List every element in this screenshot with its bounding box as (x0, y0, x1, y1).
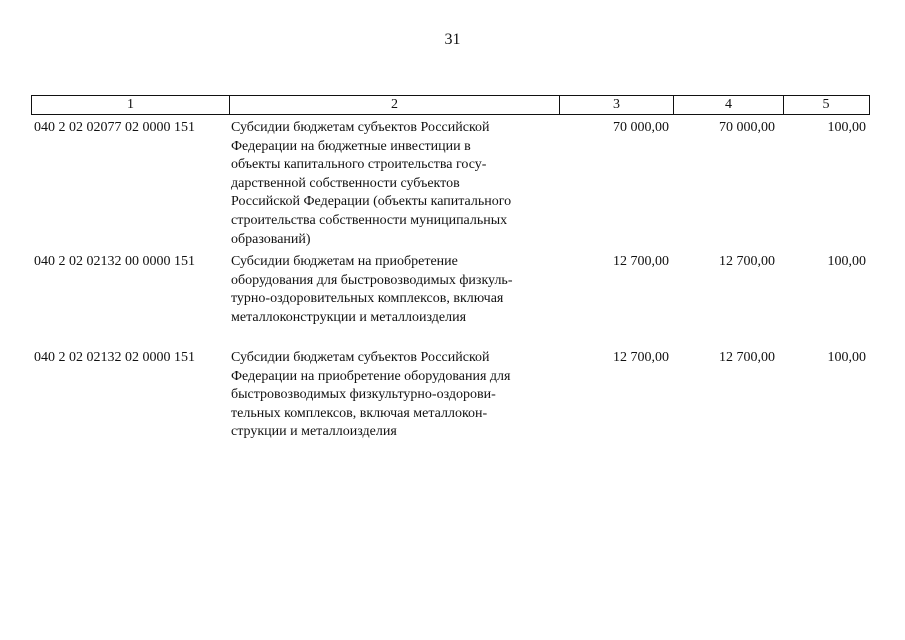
column-header-5: 5 (822, 97, 830, 112)
row-description (231, 349, 551, 442)
column-header-2: 2 (230, 96, 560, 114)
description-line: Субсидии бюджетам субъектов Российской (231, 350, 490, 365)
row-description (231, 253, 551, 327)
value-col5: 100,00 (827, 120, 866, 135)
budget-code: 040 2 02 02077 02 0000 151 (34, 120, 195, 135)
description-line: тельных комплексов, включая металлокон- (231, 405, 488, 421)
description-line: металлоконструкции и металлоизделия (231, 309, 467, 325)
value-col4: 70 000,00 (719, 120, 775, 135)
description-line: струкции и металлоизделия (231, 424, 397, 440)
description-line: Субсидии бюджетам на приобретение (231, 254, 458, 269)
description-line: объекты капитального строительства госу- (231, 157, 487, 173)
budget-code: 040 2 02 02132 00 0000 151 (34, 254, 195, 269)
value-col5: 100,00 (827, 350, 866, 365)
column-header-4: 4 (674, 96, 784, 114)
description-line: Субсидии бюджетам субъектов Российской (231, 120, 490, 135)
description-line: образований) (231, 231, 311, 247)
value-col3: 12 700,00 (613, 254, 669, 269)
value-col4: 12 700,00 (719, 350, 775, 365)
table-header (31, 95, 870, 115)
description-line: Российской Федерации (объекты капитального (231, 194, 512, 210)
description-line: Федерации на приобретение оборудования для (231, 368, 511, 384)
column-header-3: 3 (560, 96, 674, 114)
description-line: строительства собственности муниципальных (231, 212, 508, 228)
description-line: дарственной собственности субъектов (231, 175, 460, 191)
description-line: турно-оздоровительных комплексов, включая (231, 291, 504, 307)
value-col4: 12 700,00 (719, 254, 775, 269)
page-number: 31 (444, 31, 461, 48)
description-line: быстровозводимых физкультурно-оздорови- (231, 387, 496, 403)
column-header-1: 1 (32, 96, 230, 114)
value-col5: 100,00 (827, 254, 866, 269)
value-col3: 12 700,00 (613, 350, 669, 365)
row-description (231, 119, 551, 249)
description-line: Федерации на бюджетные инвестиции в (231, 138, 471, 154)
description-line: оборудования для быстровозводимых физкуль- (231, 272, 513, 288)
value-col3: 70 000,00 (613, 120, 669, 135)
budget-code: 040 2 02 02132 02 0000 151 (34, 350, 195, 365)
